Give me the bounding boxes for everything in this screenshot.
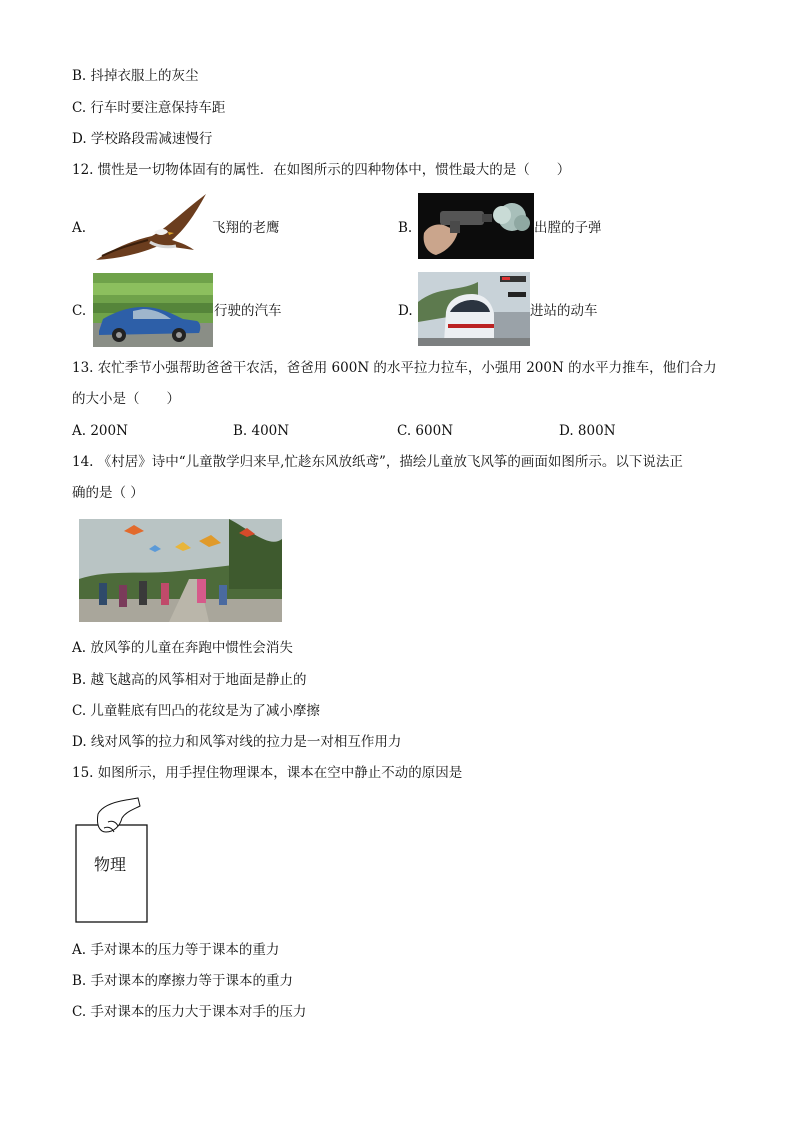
- q12-option-c-caption: 行驶的汽车: [214, 303, 282, 319]
- q12-option-a-caption: 飞翔的老鹰: [212, 220, 280, 236]
- q14-option-d: D. 线对风筝的拉力和风筝对线的拉力是一对相互作用力: [72, 734, 402, 750]
- q13-option-c: C. 600N: [397, 423, 454, 439]
- option-d-prev: D. 学校路段需减速慢行: [72, 131, 213, 147]
- question-14-stem-line1: 14. 《村居》诗中“儿童散学归来早,忙趁东风放纸鸢”，描绘儿童放飞风筝的画面如图所示。以下说法正: [72, 454, 683, 470]
- q12-option-b-caption: 出膛的子弹: [534, 220, 602, 236]
- gun-bullet-image: [418, 193, 534, 259]
- q15-option-a: A. 手对课本的压力等于课本的重力: [72, 942, 280, 958]
- q15-option-b: B. 手对课本的摩擦力等于课本的重力: [72, 973, 294, 989]
- car-image: [93, 273, 213, 347]
- question-13-stem-line2: 的大小是（ ）: [72, 391, 180, 407]
- eagle-image: [94, 190, 212, 264]
- question-14-stem-line2: 确的是（ ）: [72, 485, 144, 501]
- option-b-prev: B. 抖掉衣服上的灰尘: [72, 68, 199, 84]
- option-c-prev: C. 行车时要注意保持车距: [72, 100, 226, 116]
- question-13-stem-line1: 13. 农忙季节小强帮助爸爸干农活，爸爸用 600N 的水平拉力拉车，小强用 200N 的水平力推车，他们合力: [72, 360, 717, 376]
- question-12-stem: 12. 惯性是一切物体固有的属性．在如图所示的四种物体中，惯性最大的是（ ）: [72, 162, 571, 178]
- q14-option-b: B. 越飞越高的风筝相对于地面是静止的: [72, 672, 307, 688]
- q14-option-c: C. 儿童鞋底有凹凸的花纹是为了减小摩擦: [72, 703, 320, 719]
- q13-option-d: D. 800N: [559, 423, 616, 439]
- q13-option-b: B. 400N: [233, 423, 290, 439]
- q15-option-c: C. 手对课本的压力大于课本对手的压力: [72, 1004, 307, 1020]
- q13-option-a: A. 200N: [72, 423, 128, 439]
- q12-option-d-letter: D.: [398, 303, 413, 319]
- kite-flying-image: [79, 519, 282, 622]
- q12-option-b-letter: B.: [398, 220, 413, 236]
- q14-option-a: A. 放风筝的儿童在奔跑中惯性会消失: [72, 640, 293, 656]
- q12-option-d-caption: 进站的动车: [530, 303, 598, 319]
- question-15-stem: 15. 如图所示，用手捏住物理课本，课本在空中静止不动的原因是: [72, 765, 463, 781]
- book-label: 物理: [94, 855, 127, 874]
- q12-option-c-letter: C.: [72, 303, 87, 319]
- q12-option-a-letter: A.: [72, 220, 87, 236]
- book-diagram: [74, 796, 154, 926]
- train-image: [418, 272, 530, 346]
